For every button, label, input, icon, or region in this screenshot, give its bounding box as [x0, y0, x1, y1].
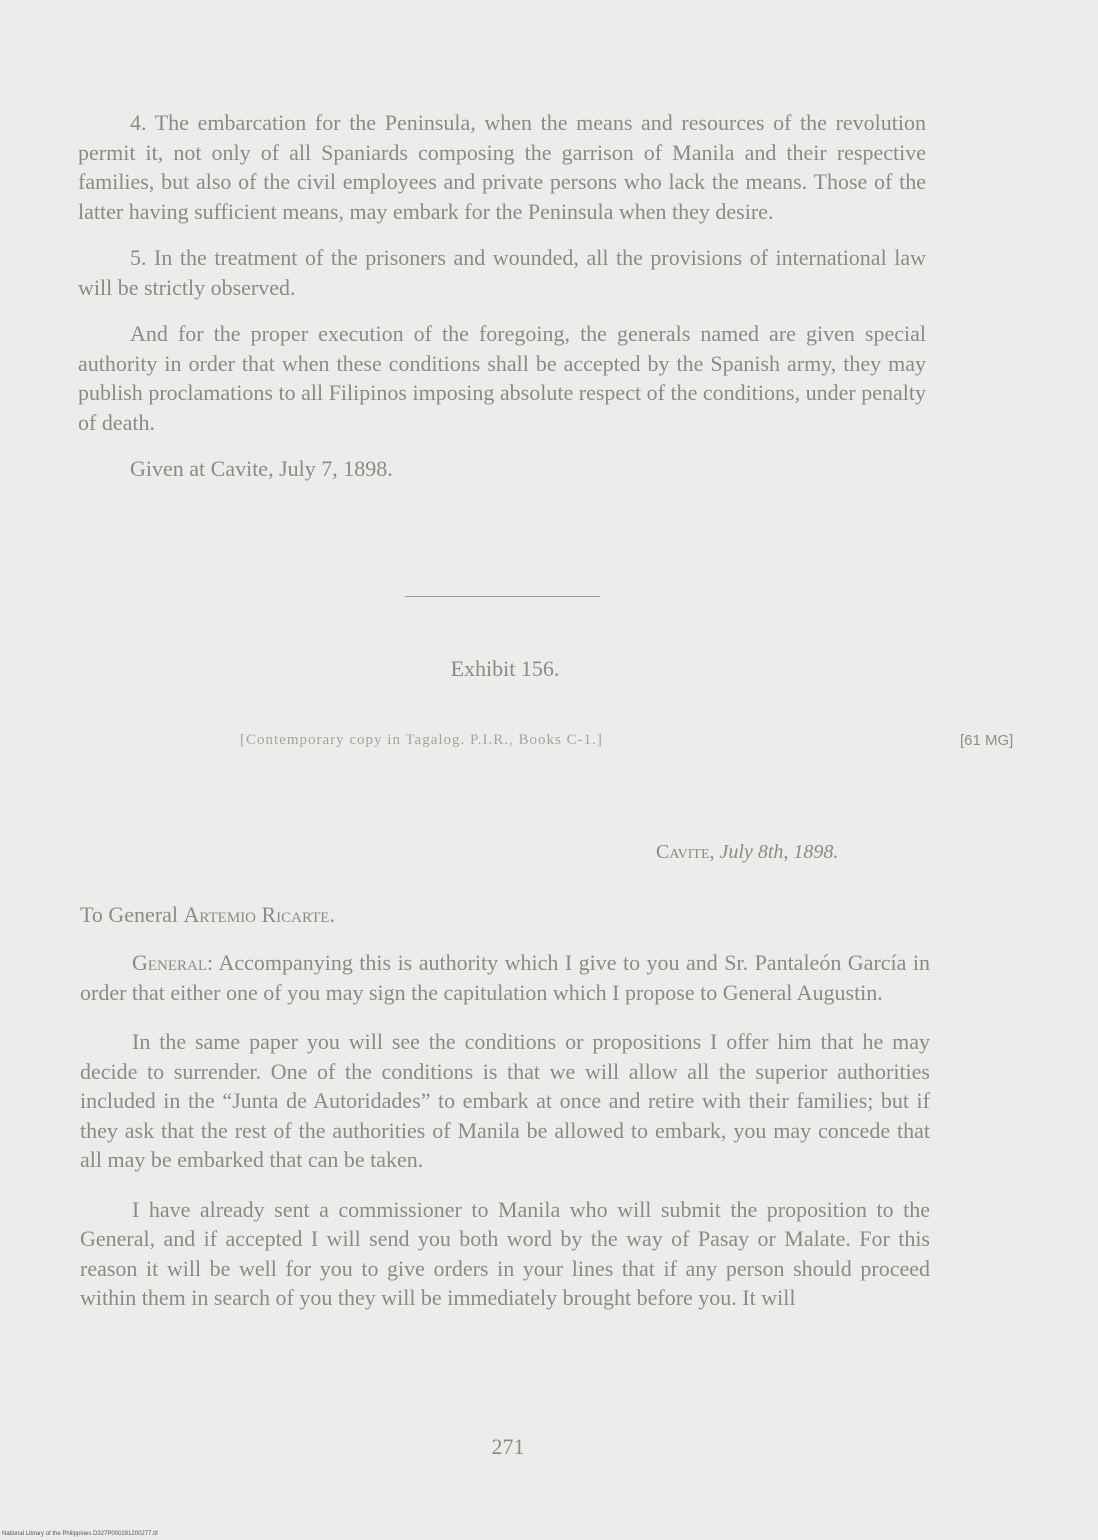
section-divider — [405, 596, 600, 597]
letter-paragraph-3: I have already sent a commissioner to Manila who will submit the proposition to the General, and if accepted I will send you both word by the way of Pasay or Malate. For this reason it will be well for you to give orders in your lines that if any person should proceed within them in search of you they will be immediately brought before you. It will — [80, 1196, 930, 1310]
letter-paragraph-1-text: Accompanying this is authority which I give to you and Sr. Pantaleón García in order that either one of you may sign the capitulation which I propose to General Augustin. — [80, 950, 930, 1005]
paragraph-execution: And for the proper execution of the foregoing, the generals named are given special authority in order that when these conditions shall be accepted by the Spanish army, they may publish proclamations to all Filipinos imposing absolute respect of the conditions, under penalty of death. — [78, 321, 926, 435]
letter-paragraph-2: In the same paper you will see the conditions or propositions I offer him that he may decide to surrender. One of the conditions is that we will allow all the superior authorities included in the “Junta de Autoridades” to embark at once and retire with their families; but if they ask that the rest of the authorities of Manila be allowed to embark, you may concede that all may be embarked that can be taken. — [80, 1029, 930, 1172]
exhibit-title: Exhibit 156. — [450, 656, 560, 681]
letter-date: July 8th, 1898. — [719, 841, 839, 863]
letter-body — [80, 948, 930, 1313]
paragraph-condition-5: 5. In the treatment of the prisoners and wounded, all the provisions of international law will be strictly observed. — [78, 245, 926, 300]
page-number: 271 — [491, 1434, 525, 1459]
letter-salutation: General: — [132, 950, 214, 975]
exhibit-ref: [61 MG] — [960, 732, 1014, 749]
archive-footer: National Library of the Philippines D327P000281200277.tif — [2, 1531, 158, 1537]
top-text-block — [78, 108, 926, 484]
letter-dateline — [656, 841, 838, 864]
paragraph-given-at: Given at Cavite, July 7, 1898. — [130, 456, 393, 481]
addressee-prefix: To General — [80, 902, 179, 927]
letter-addressee — [80, 902, 335, 928]
letter-paragraph-1 — [80, 948, 930, 1007]
letter-place: Cavite, — [656, 841, 715, 863]
addressee-name: Artemio Ricarte. — [183, 902, 335, 927]
exhibit-source-note: [Contemporary copy in Tagalog. P.I.R., Books C-1.] — [240, 732, 603, 748]
paragraph-condition-4: 4. The embarcation for the Peninsula, when the means and resources of the revolution permit it, not only of all Spaniards composing the garrison of Manila and their respective families, but also of the civil employees and private persons who lack the means. Those of the latter having sufficient means, may embark for the Peninsula when they desire. — [78, 110, 926, 224]
